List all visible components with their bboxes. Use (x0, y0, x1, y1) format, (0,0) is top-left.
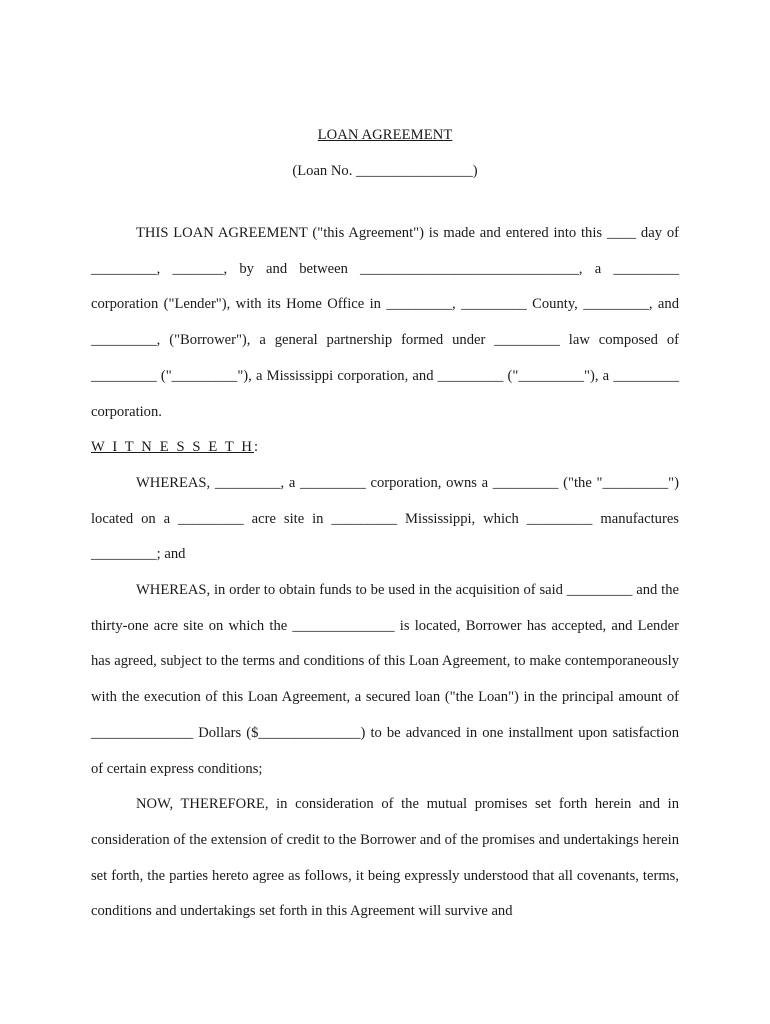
witnesseth-colon: : (254, 439, 259, 456)
witnesseth-label: W I T N E S S E T H (91, 439, 255, 456)
loan-number-line: (Loan No. ________________) (292, 163, 478, 179)
document-body (91, 216, 679, 930)
whereas-paragraph-1: WHEREAS, _________, a _________ corporation, owns a _________ ("the "_________") located on a _________ acre site in _________ Mississippi, which _________ manufactures _________; and (91, 474, 679, 563)
document-title: LOAN AGREEMENT (317, 127, 453, 143)
now-therefore-paragraph: NOW, THEREFORE, in consideration of the mutual promises set forth herein and in consideration of the extension of credit to the Borrower and of the promises and undertakings herein set forth, the parties hereto agree as follows, it being expressly understood that all covenants, terms, conditions and undertakings set forth in this Agreement will survive and (91, 796, 679, 920)
witnesseth-heading (91, 430, 679, 466)
opening-paragraph: THIS LOAN AGREEMENT ("this Agreement") is made and entered into this ____ day of _________, _______, by and between ______________________________, a _________ corporation ("Lender"), with its Home Office in _________, _________ County, _________, and _________, ("Borrower"), a general partnership formed under _________ law composed of _________ ("_________"), a Mississippi corporation, and _________ ("_________"), a _________ corporation. (91, 225, 679, 420)
whereas-paragraph-2: WHEREAS, in order to obtain funds to be used in the acquisition of said _________ and the thirty-one acre site on which the ______________ is located, Borrower has accepted, and Lender has agreed, subject to the terms and conditions of this Loan Agreement, to make contemporaneously with the execution of this Loan Agreement, a secured loan ("the Loan") in the principal amount of ______________ Dollars ($______________) to be advanced in one installment upon satisfaction of certain express conditions; (91, 582, 679, 777)
